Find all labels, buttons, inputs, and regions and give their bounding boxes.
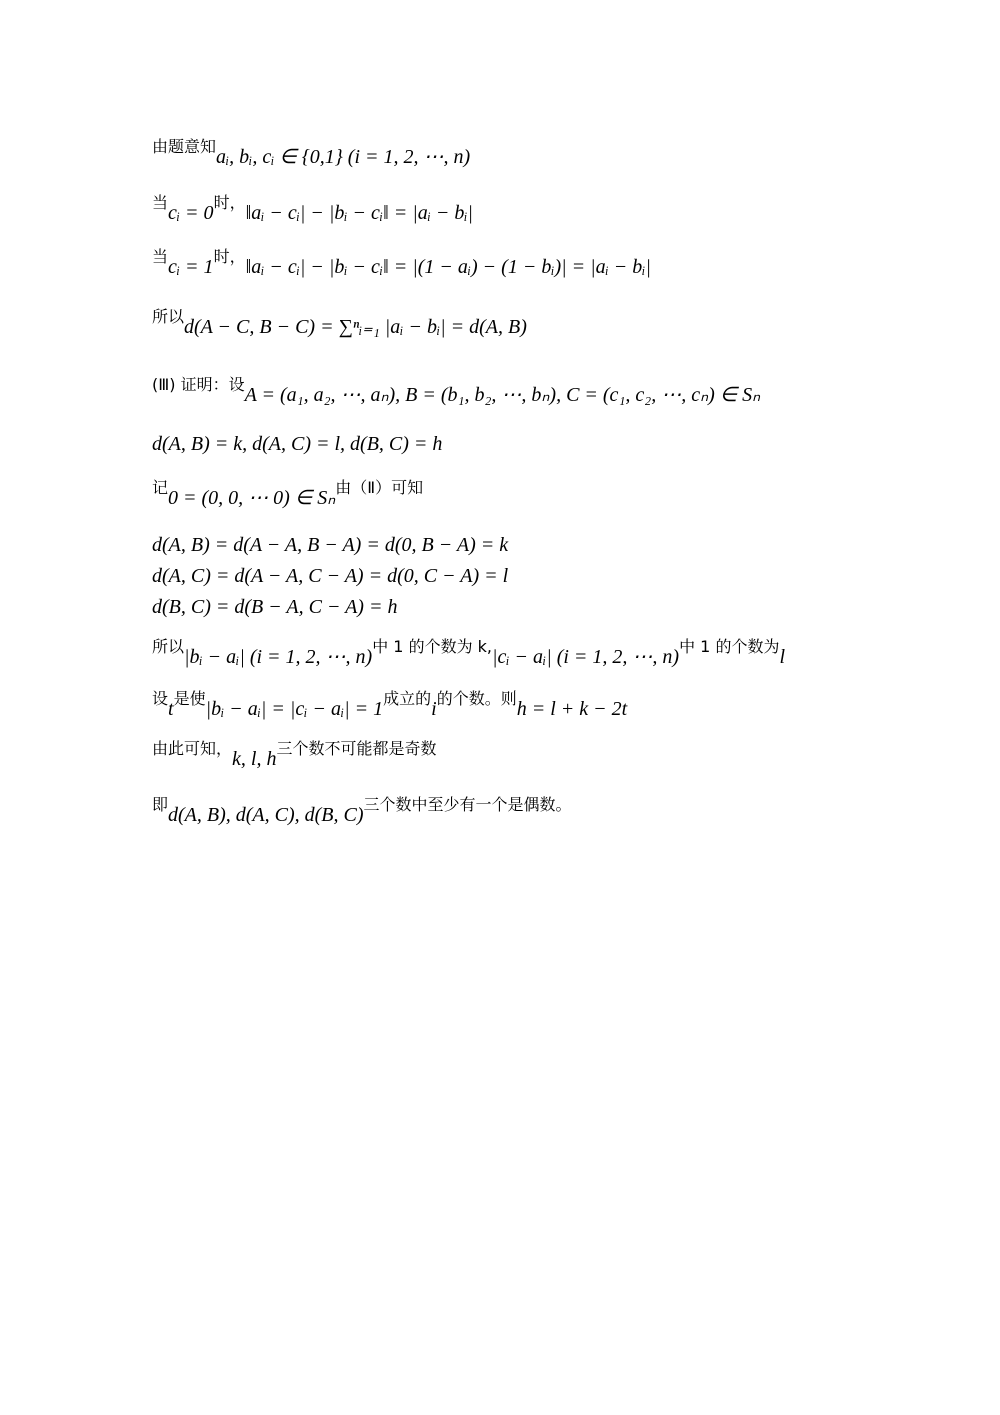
line-proof-setup xyxy=(152,375,761,406)
equation-block xyxy=(152,530,508,623)
line-parity xyxy=(152,739,437,770)
math-formula: ‖aᵢ − cᵢ| − |bᵢ − cᵢ‖ = |(1 − aᵢ) − (1 − bᵢ)| = |aᵢ − bᵢ| xyxy=(245,256,651,278)
math-formula: d(A − C, B − C) = ∑ⁿᵢ₌₁ |aᵢ − bᵢ| = d(A, B) xyxy=(184,316,527,338)
math-formula: |bᵢ − aᵢ| = |cᵢ − aᵢ| = 1 xyxy=(205,698,384,720)
math-formula: i xyxy=(431,698,437,720)
math-formula: k, l, h xyxy=(232,748,277,770)
math-formula: ‖aᵢ − cᵢ| − |bᵢ − cᵢ‖ = |aᵢ − bᵢ| xyxy=(245,202,474,224)
text: 设 xyxy=(152,689,169,708)
line-conclusion-2 xyxy=(152,307,527,338)
text: 由此可知， xyxy=(152,739,233,758)
line-definitions xyxy=(152,432,442,456)
math-formula: A = (a₁, a₂, ⋯, aₙ), B = (b₁, b₂, ⋯, bₙ), C = (c₁, c₂, ⋯, cₙ) ∈ Sₙ xyxy=(244,384,761,406)
math-formula: h = l + k − 2t xyxy=(516,698,628,720)
text: 三个数中至少有一个是偶数。 xyxy=(363,795,572,814)
equation-line: d(A, C) = d(A − A, C − A) = d(0, C − A) = l xyxy=(152,565,509,587)
text: 时， xyxy=(213,247,246,266)
line-given xyxy=(152,137,471,168)
text: 的个数。则 xyxy=(436,689,517,708)
math-formula: aᵢ, bᵢ, cᵢ ∈ {0,1} (i = 1, 2, ⋯, n) xyxy=(216,146,471,168)
text: 由（Ⅱ）可知 xyxy=(335,478,424,497)
line-counts xyxy=(152,637,786,668)
line-final-conclusion xyxy=(152,795,572,826)
math-formula: t xyxy=(168,698,174,720)
text: 中 1 的个数为 k, xyxy=(372,637,493,656)
line-t-definition xyxy=(152,689,628,720)
text: 由题意知 xyxy=(152,137,217,156)
math-formula: d(A, B) = k, d(A, C) = l, d(B, C) = h xyxy=(152,433,443,455)
equation-line: d(B, C) = d(B − A, C − A) = h xyxy=(152,596,398,618)
math-formula: 0 = (0, 0, ⋯ 0) ∈ Sₙ xyxy=(168,487,336,509)
text: 三个数不可能都是奇数 xyxy=(276,739,437,758)
math-formula: |cᵢ − aᵢ| (i = 1, 2, ⋯, n) xyxy=(492,646,680,668)
line-zero-vector xyxy=(152,478,424,509)
text: (Ⅲ) 证明：设 xyxy=(152,375,245,394)
line-case-c1 xyxy=(152,247,651,278)
math-formula: |bᵢ − aᵢ| (i = 1, 2, ⋯, n) xyxy=(184,646,373,668)
math-formula: l xyxy=(779,646,786,668)
equation-line: d(A, B) = d(A − A, B − A) = d(0, B − A) = k xyxy=(152,534,509,556)
text: 当 xyxy=(152,193,169,212)
math-formula: cᵢ = 1 xyxy=(168,256,214,278)
text: 记 xyxy=(152,478,169,497)
text: 时， xyxy=(213,193,246,212)
text: 所以 xyxy=(152,307,185,326)
text: 当 xyxy=(152,247,169,266)
text: 中 1 的个数为 xyxy=(679,637,780,656)
text: 是使 xyxy=(173,689,206,708)
math-formula: cᵢ = 0 xyxy=(168,202,214,224)
line-case-c0 xyxy=(152,193,474,224)
text: 成立的 xyxy=(383,689,432,708)
text: 即 xyxy=(152,795,169,814)
text: 所以 xyxy=(152,637,185,656)
math-formula: d(A, B), d(A, C), d(B, C) xyxy=(168,804,364,826)
